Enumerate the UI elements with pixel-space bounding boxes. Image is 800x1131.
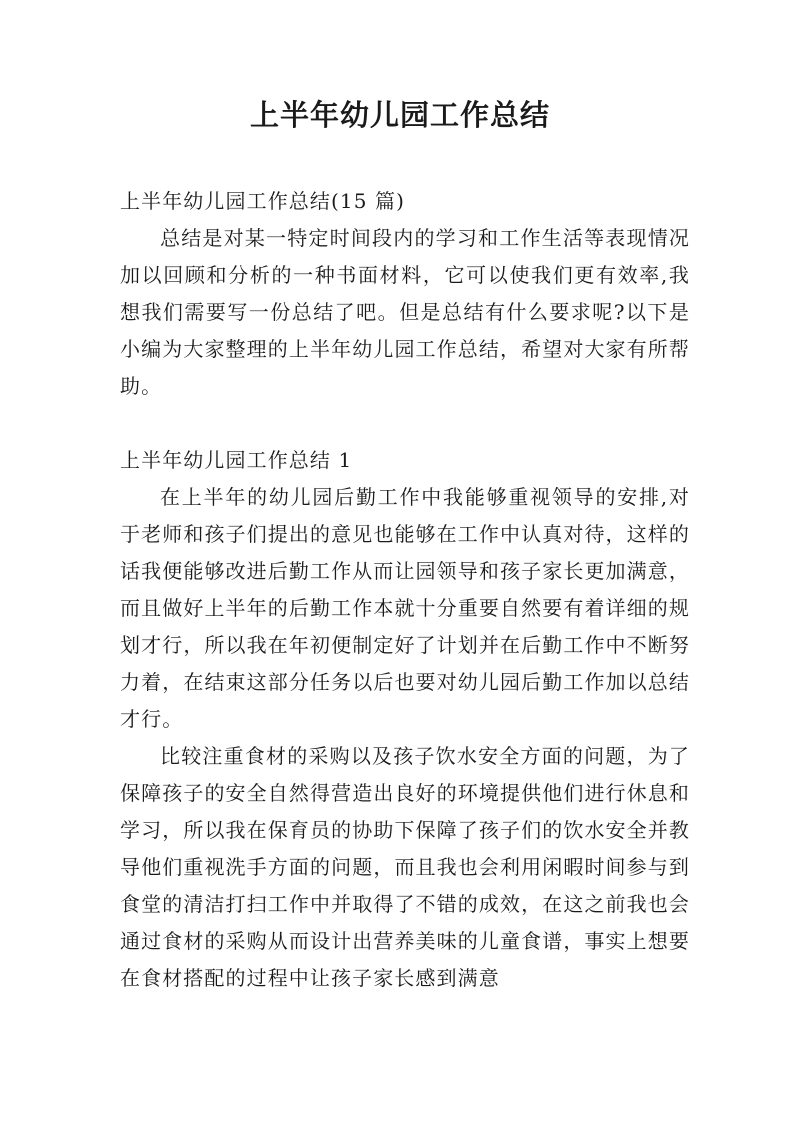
section-1-heading: 上半年幼儿园工作总结 1 — [120, 448, 353, 472]
intro-paragraph: 总结是对某一特定时间段内的学习和工作生活等表现情况加以回顾和分析的一种书面材料，它可以使我们更有效率,我想我们需要写一份总结了吧。但是总结有什么要求呢?以下是小编为大家整理的上半年幼儿园工作总结，希望对大家有所帮助。 — [120, 226, 690, 398]
intro-heading: 上半年幼儿园工作总结(15 篇) — [120, 189, 406, 213]
paragraph-spacer — [120, 405, 690, 442]
document-body — [120, 183, 690, 997]
section-1-paragraph-2: 比较注重食材的采购以及孩子饮水安全方面的问题，为了保障孩子的安全自然得营造出良好的环境提供他们进行休息和学习，所以我在保育员的协助下保障了孩子们的饮水安全并教导他们重视洗手方面的问题，而且我也会利用闲暇时间参与到食堂的清洁打扫工作中并取得了不错的成效，在这之前我也会通过食材的采购从而设计出营养美味的儿童食谱，事实上想要在食材搭配的过程中让孩子家长感到满意 — [120, 744, 690, 990]
section-1-paragraph-1: 在上半年的幼儿园后勤工作中我能够重视领导的安排,对于老师和孩子们提出的意见也能够在工作中认真对待，这样的话我便能够改进后勤工作从而让园领导和孩子家长更加满意，而且做好上半年的后勤工作本就十分重要自然要有着详细的规划才行，所以我在年初便制定好了计划并在后勤工作中不断努力着，在结束这部分任务以后也要对幼儿园后勤工作加以总结才行。 — [120, 485, 690, 731]
document-title: 上半年幼儿园工作总结 — [249, 98, 550, 132]
